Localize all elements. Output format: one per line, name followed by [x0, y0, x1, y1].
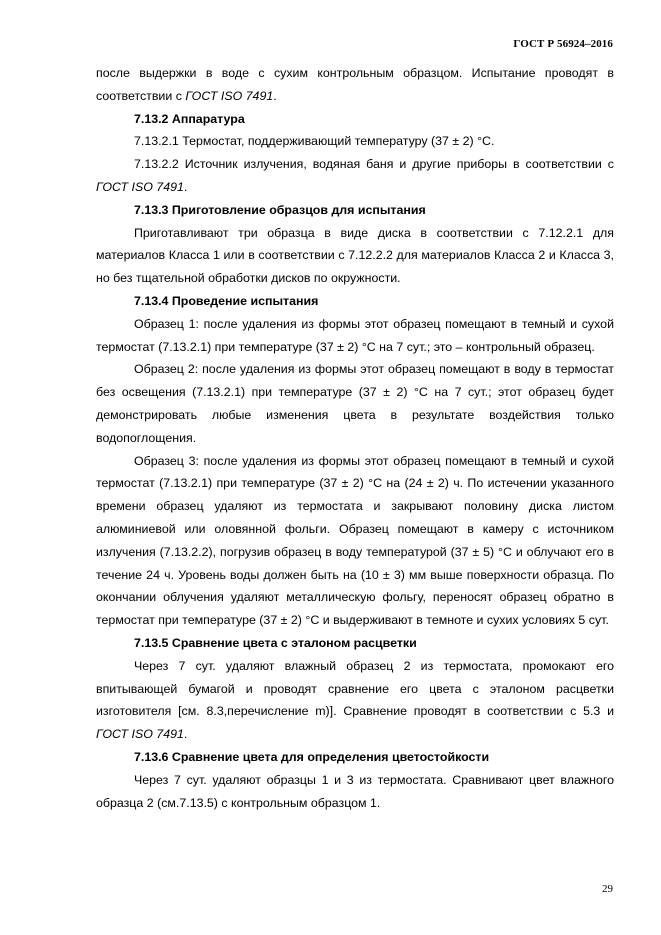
standard-reference: ГОСТ ISO 7491	[96, 179, 184, 194]
paragraph-text: 7.13.2.1 Термостат, поддерживающий температуру (37 ± 2) °С.	[134, 134, 495, 149]
paragraph	[96, 450, 614, 632]
paragraph-text: Образец 2: после удаления из формы этот образец помещают в воду в термостат без освещения (7.13.2.1) при температуре (37 ± 2) °С на 7 сут.; этот образец будет демонстрировать любые изменения цвета в результате воздействия только водопоглощения.	[96, 362, 614, 445]
page-number: 29	[602, 883, 613, 895]
paragraph	[96, 769, 614, 815]
section-heading: 7.13.3 Приготовление образцов для испытания	[134, 202, 426, 217]
standard-reference: ГОСТ ISO 7491	[185, 88, 274, 103]
section-heading: 7.13.5 Сравнение цвета с эталоном расцветки	[134, 635, 417, 650]
paragraph-text: .	[273, 88, 277, 103]
page-body	[96, 62, 614, 814]
paragraph-text: после выдержки в воде с сухим контрольным образцом. Испытание проводят в соответствии с	[96, 66, 614, 103]
paragraph	[96, 358, 614, 449]
paragraph	[96, 222, 614, 290]
section-heading: 7.13.2 Аппаратура	[134, 111, 245, 126]
section-heading: 7.13.4 Проведение испытания	[134, 293, 319, 308]
paragraph-text: Через 7 сут. удаляют образцы 1 и 3 из термостата. Сравнивают цвет влажного образца 2 (см.7.13.5) с контрольным образцом 1.	[96, 772, 614, 810]
paragraph-text: Через 7 сут. удаляют влажный образец 2 из термостата, промокают его впитывающей бумагой и проводят сравнение его цвета с эталоном расцветки изготовителя [см. 8.3,перечисление m)]. Сравнение проводят в соответствии с 5.3 и	[96, 658, 614, 719]
paragraph-text: .	[183, 179, 188, 194]
paragraph	[96, 62, 614, 108]
paragraph-text: Приготавливают три образца в виде диска в соответствии с 7.12.2.1 для материалов Класса 1 или в соответствии с 7.12.2.2 для материалов Класса 2 и Класса 3, но без тщательной обработки дисков по окружности.	[96, 225, 614, 286]
paragraph	[96, 655, 614, 746]
document-code: ГОСТ Р 56924–2016	[513, 38, 613, 50]
paragraph-text: .	[183, 727, 188, 742]
paragraph-text: 7.13.2.2 Источник излучения, водяная баня и другие приборы в соответствии с	[134, 157, 614, 172]
paragraph-text: Образец 1: после удаления из формы этот образец помещают в темный и сухой термостат (7.13.2.1) при температуре (37 ± 2) °С на 7 сут.; это – контрольный образец.	[96, 316, 614, 354]
paragraph	[96, 313, 614, 359]
paragraph	[96, 130, 614, 153]
paragraph	[96, 153, 614, 199]
paragraph-text: Образец 3: после удаления из формы этот образец помещают в темный и сухой термостат (7.13.2.1) при температуре (37 ± 2) °С на (24 ± 2) ч. По истечении указанного времени образец удаляют из термостата и закрывают половину диска листом алюминиевой или оловянной фольги. Образец помещают в камеру с источником излучения (7.13.2.2), погрузив образец в воду температурой (37 ± 5) °С и облучают его в течение 24 ч. Уровень воды должен быть на (10 ± 3) мм выше поверхности образца. По окончании облучения удаляют металлическую фольгу, переносят образец обратно в термостат при температуре (37 ± 2) °С и выдерживают в темноте и сухих условиях 5 сут.	[96, 453, 614, 628]
standard-reference: ГОСТ ISO 7491	[96, 727, 184, 742]
section-heading: 7.13.6 Сравнение цвета для определения цветостойкости	[134, 749, 490, 764]
